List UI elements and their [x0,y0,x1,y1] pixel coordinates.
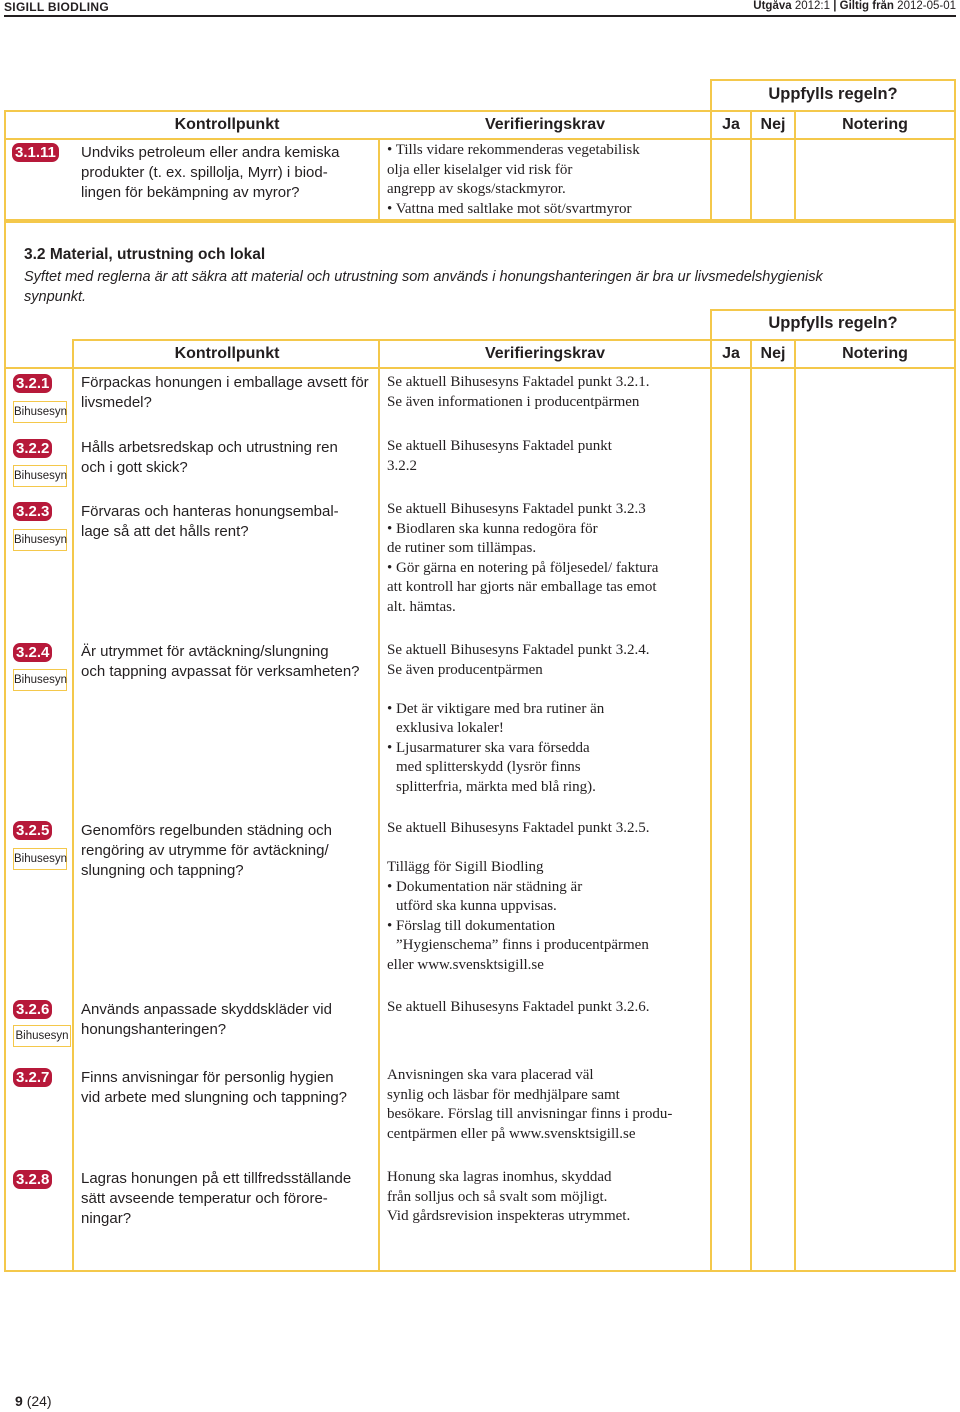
text-line: ”Hygienschema” finns i producentpärmen [396,937,649,953]
kontrollpunkt-text [81,821,371,881]
col-notering: Notering [842,116,908,133]
text-line: Se aktuell Bihusesyns Faktadel punkt [387,438,612,454]
kontrollpunkt-text [81,1169,371,1229]
text-line: Förvaras och hanteras honungsembal- [81,503,339,520]
uppfylls-label: Uppfylls regeln? [768,85,898,103]
text-line: livsmedel? [81,394,152,411]
verifieringskrav-text [387,141,712,219]
edition-separator: | [833,0,837,12]
text-line: rengöring av utrymme för avtäckning/ [81,842,329,859]
text-line: Se även producentpärmen [387,661,543,678]
text-line: Genomförs regelbunden städning och [81,822,333,839]
text-line: • Dokumentation när städning är [387,878,583,895]
text-line: • Förslag till dokumentation [387,917,556,934]
kontrollpunkt-text [81,502,371,542]
text-line: 3.2.2 [387,457,417,474]
text-line: • Ljusarmaturer ska vara försedda [387,739,590,756]
main-col-divider-4 [794,339,796,1272]
item-code: 3.2.5 [13,821,52,840]
text-line: • Biodlaren ska kunna redogöra för [387,520,598,537]
text-line: synlig och läsbar för medhjälpare samt [387,1086,620,1103]
section-title: 3.2 Material, utrustning och lokal [24,246,266,263]
text-line: Finns anvisningar för personlig hygien [81,1069,334,1086]
kontrollpunkt-text [81,642,371,682]
text-line: Se aktuell Bihusesyns Faktadel punkt 3.2.5. [387,820,650,836]
bihusesyn-tag: Bihusesyn [13,401,67,423]
text-line: Lagras honungen på ett tillfredsställande [81,1170,352,1187]
edition-value: 2012:1 [794,0,831,12]
kontrollpunkt-text [81,143,371,203]
verifieringskrav-text [387,1168,712,1227]
text-line: besökare. Förslag till anvisningar finns i produ- [387,1106,673,1122]
bihusesyn-tag: Bihusesyn [13,465,67,487]
text-line: splitterfria, märkta med blå ring). [396,778,596,795]
text-line: • Det är viktigare med bra rutiner än [387,700,605,717]
col-notering-2: Notering [842,345,908,362]
item-code: 3.2.8 [13,1170,52,1189]
bihusesyn-tag: Bihusesyn [13,1025,71,1047]
text-line: Honung ska lagras inomhus, skyddad [387,1169,612,1185]
col-verifieringskrav-2: Verifieringskrav [484,345,606,362]
text-line: Se aktuell Bihusesyns Faktadel punkt 3.2.1. [387,374,650,390]
text-line: med splitterskydd (lysrör finns [396,759,581,775]
text-line: Undviks petroleum eller andra kemiska [81,144,340,161]
header-rule [4,15,956,17]
col-kontrollpunkt-2: Kontrollpunkt [174,345,280,362]
text-line: olja eller kiselalger vid risk för [387,161,573,178]
item-code: 3.2.3 [13,502,52,521]
uppfylls-label-2: Uppfylls regeln? [768,314,898,332]
kontrollpunkt-text [81,373,371,413]
main-header-top-rule [72,339,956,341]
text-line: Är utrymmet för avtäckning/slungning [81,643,329,660]
text-line: Vid gårdsrevision inspekteras utrymmet. [387,1208,631,1224]
text-line: Används anpassade skyddskläder vid [81,1001,332,1018]
section-description: Syftet med reglerna är att säkra att material och utrustning som används i honungshanteringen är bra ur livsmedelshygienisk synpunkt. [24,269,823,305]
col-nej-2: Nej [760,345,786,362]
text-line: Tillägg för Sigill Biodling [387,859,544,875]
text-line: • Vattna med saltlake mot söt/svartmyror [387,200,632,217]
text-line: Anvisningen ska vara placerad väl [387,1067,594,1083]
col-nej: Nej [760,116,786,133]
text-line: Se aktuell Bihusesyns Faktadel punkt 3.2.6. [387,999,650,1015]
text-line [387,839,712,859]
text-line: slungning och tappning? [81,862,244,879]
item-code: 3.2.6 [13,1000,52,1019]
text-line: lingen för bekämpning av myror? [81,184,300,201]
item-code: 3.2.7 [13,1068,52,1087]
bihusesyn-tag: Bihusesyn [13,669,67,691]
col-kontrollpunkt: Kontrollpunkt [174,116,280,133]
text-line: de rutiner som tillämpas. [387,540,537,556]
main-header-bottom-rule [4,367,956,369]
main-col-divider-1 [378,339,380,1272]
text-line: exklusiva lokaler! [396,720,504,736]
text-line: Förpackas honungen i emballage avsett för [81,374,369,391]
main-col-divider-0 [72,339,74,1272]
text-line: produkter (t. ex. spillolja, Myrr) i biod- [81,164,328,181]
text-line: • Tills vidare rekommenderas vegetabilisk [387,142,640,158]
valid-value: 2012-05-01 [897,0,956,12]
text-line: Hålls arbetsredskap och utrustning ren [81,439,338,456]
text-line: och tappning avpassat för verksamheten? [81,663,360,680]
kontrollpunkt-text [81,1068,371,1108]
text-line: alt. hämtas. [387,598,456,615]
top-header-rule [4,138,956,140]
verifieringskrav-text [387,819,712,975]
verifieringskrav-text [387,641,712,797]
item-code: 3.2.1 [13,374,52,393]
verifieringskrav-text [387,437,712,476]
edition-label: Utgåva [753,0,792,12]
col-verifieringskrav: Verifieringskrav [484,116,606,133]
main-col-divider-3 [750,339,752,1272]
top-col-divider-1 [378,138,380,221]
edition-info [753,0,956,12]
col-ja-2: Ja [722,345,740,362]
text-line: ningar? [81,1210,132,1227]
page-current: 9 [15,1393,23,1409]
text-line: från solljus och så svalt som möjligt. [387,1188,608,1205]
item-code: 3.1.11 [12,143,59,162]
bihusesyn-tag: Bihusesyn [13,848,67,870]
text-line: eller www.svensktsigill.se [387,956,544,973]
text-line: angrepp av skogs/stackmyror. [387,181,566,197]
text-line: lage så att det hålls rent? [81,523,249,540]
text-line [387,680,712,700]
text-line: Se även informationen i producentpärmen [387,393,640,410]
text-line: vid arbete med slungning och tappning? [81,1089,348,1106]
text-line: honungshanteringen? [81,1021,227,1038]
brand-title: SIGILL BIODLING [4,0,109,14]
text-line: och i gott skick? [81,459,188,476]
kontrollpunkt-text [81,1000,371,1040]
item-code: 3.2.4 [13,643,52,662]
page-number [15,1393,52,1409]
text-line: att kontroll har gjorts när emballage tas emot [387,579,657,595]
verifieringskrav-text [387,373,712,412]
verifieringskrav-text [387,998,712,1018]
text-line: • Gör gärna en notering på följesedel/ faktura [387,559,659,576]
text-line: utförd ska kunna uppvisas. [396,898,557,914]
verifieringskrav-text [387,500,712,617]
text-line: sätt avseende temperatur och förore- [81,1190,328,1207]
verifieringskrav-text [387,1066,712,1144]
bihusesyn-tag: Bihusesyn [13,529,67,551]
item-code: 3.2.2 [13,439,52,458]
text-line: centpärmen eller på www.svensktsigill.se [387,1125,636,1142]
valid-label: Giltig från [839,0,894,12]
col-ja: Ja [722,116,740,133]
text-line: Se aktuell Bihusesyns Faktadel punkt 3.2.3 [387,501,646,517]
kontrollpunkt-text [81,438,371,478]
text-line: Se aktuell Bihusesyns Faktadel punkt 3.2.4. [387,642,650,658]
page-total: (24) [26,1393,52,1409]
